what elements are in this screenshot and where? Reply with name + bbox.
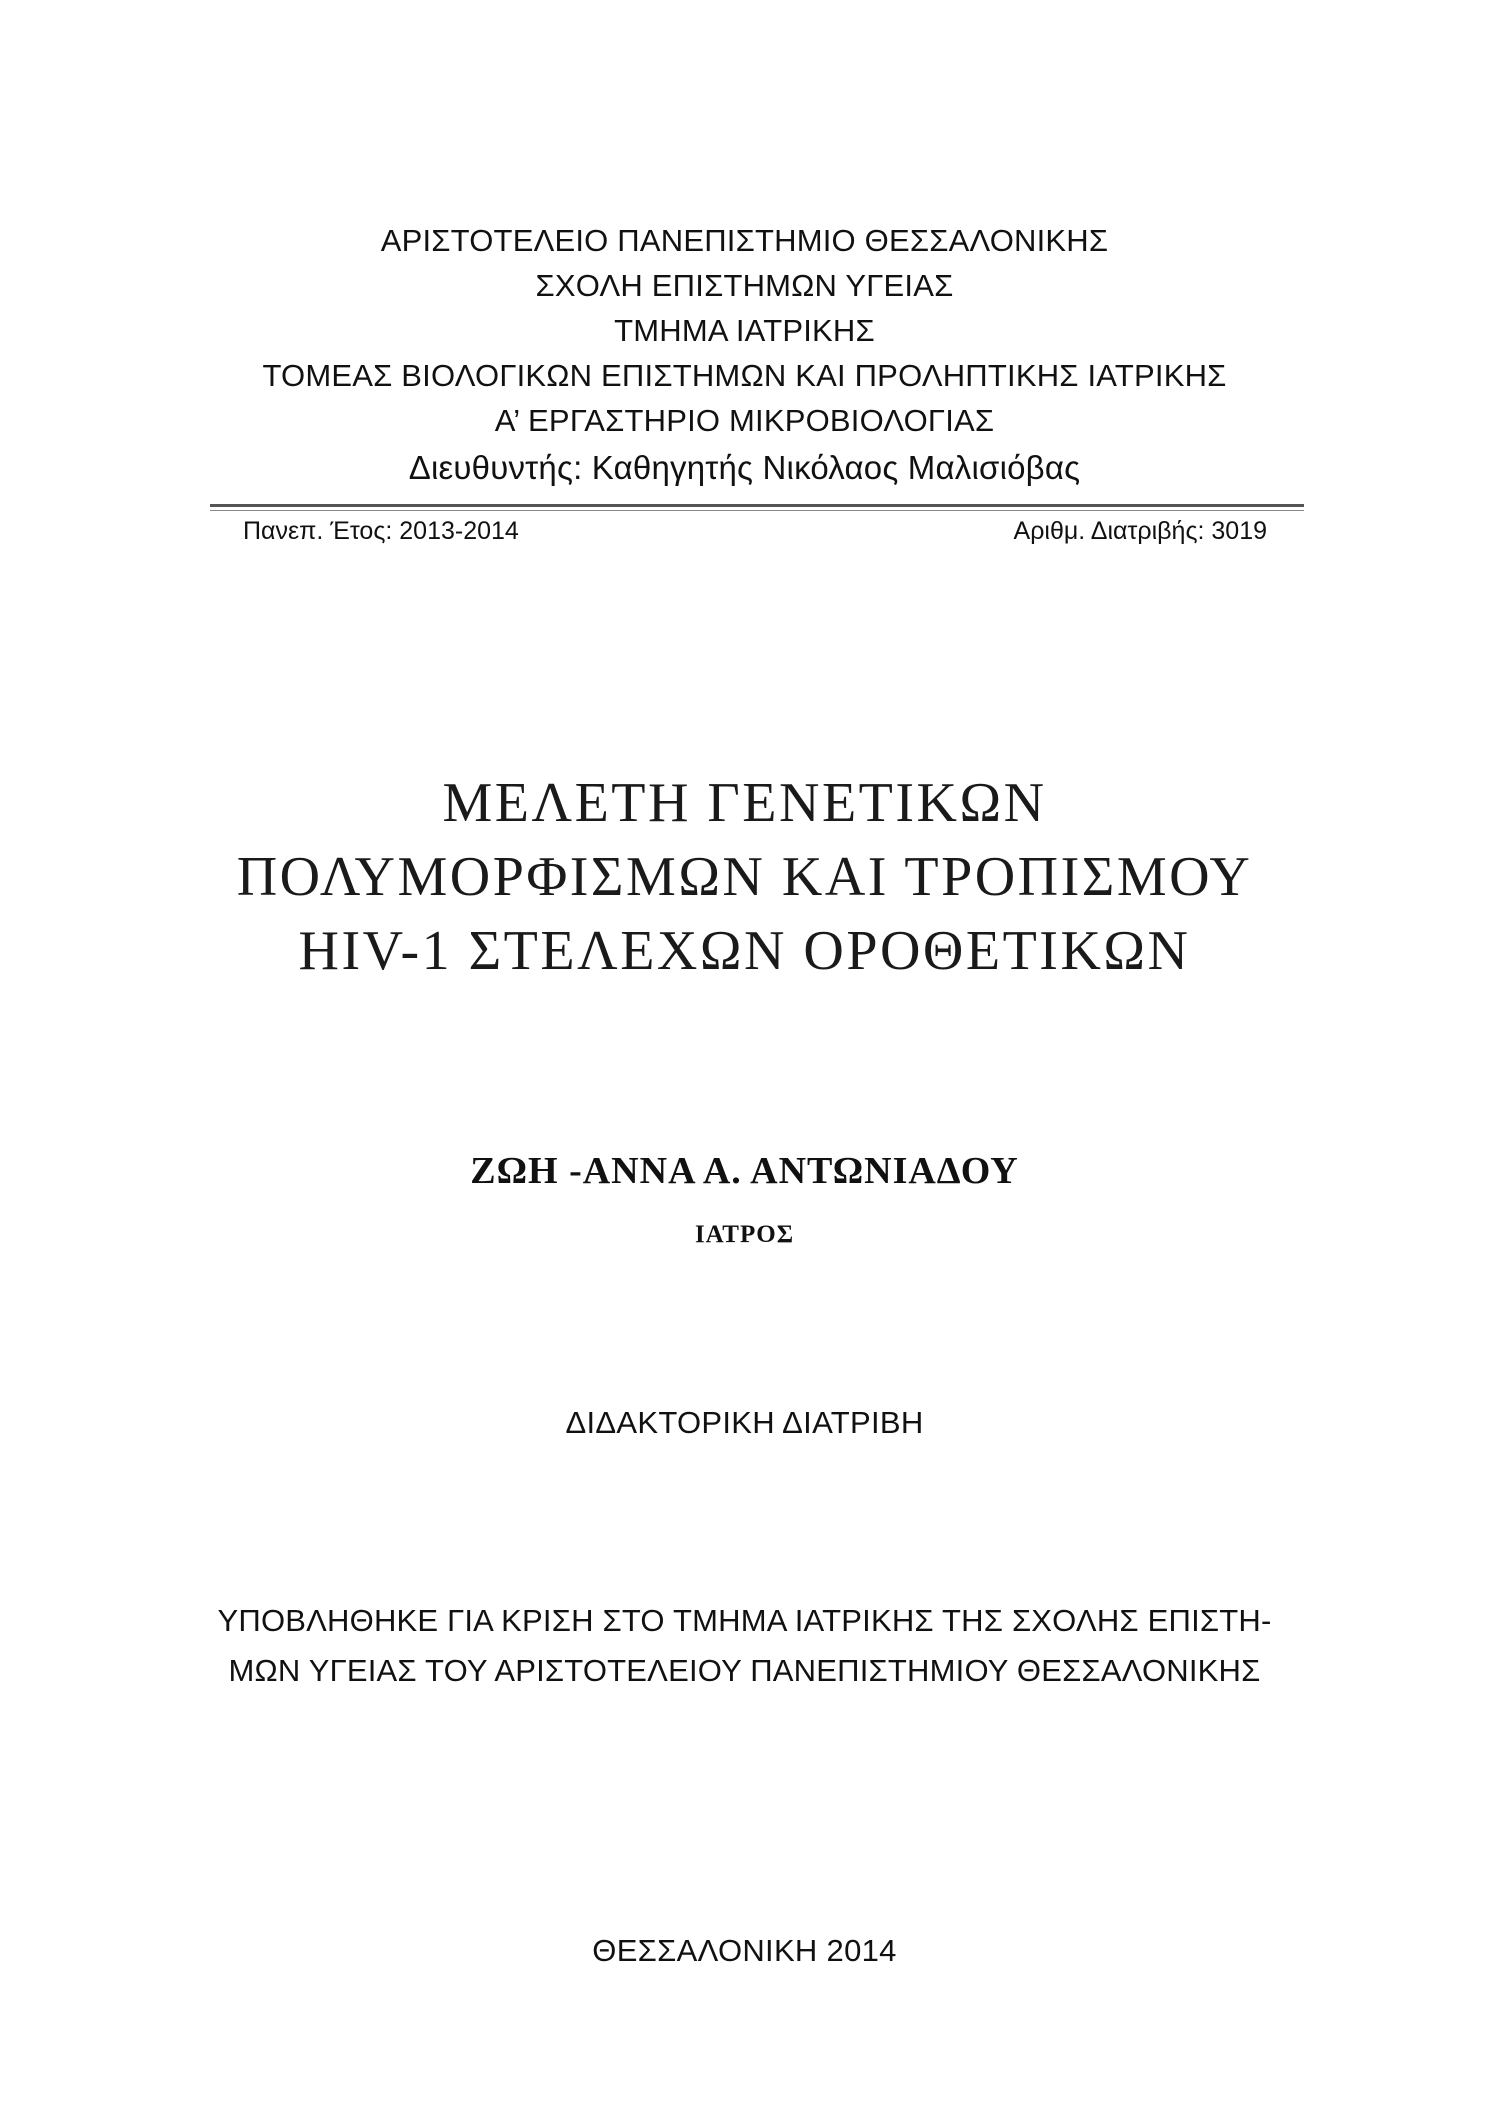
author-name: ΖΩΗ -ΑΝΝΑ Α. ΑΝΤΩΝΙΑΔΟΥ <box>470 1150 1019 1192</box>
department-name: ΤΜΗΜΑ ΙΑΤΡΙΚΗΣ <box>614 313 875 348</box>
sector-name: ΤΟΜΕΑΣ ΒΙΟΛΟΓΙΚΩΝ ΕΠΙΣΤΗΜΩΝ ΚΑΙ ΠΡΟΛΗΠΤΙΚΗΣ ΙΑΤΡΙΚΗΣ <box>262 358 1227 393</box>
thesis-title <box>0 766 1489 988</box>
header-divider-thin <box>210 510 1304 511</box>
thesis-title-line: ΜΕΛΕΤΗ ΓΕΝΕΤΙΚΩΝ <box>442 772 1047 834</box>
thesis-number: Αριθμ. Διατριβής: 3019 <box>1013 517 1267 545</box>
school-name: ΣΧΟΛΗ ΕΠΙΣΤΗΜΩΝ ΥΓΕΙΑΣ <box>535 268 954 303</box>
laboratory-name: Α’ ΕΡΓΑΣΤΗΡΙΟ ΜΙΚΡΟΒΙΟΛΟΓΙΑΣ <box>494 403 995 438</box>
submission-line: ΥΠΟΒΛΗΘΗΚΕ ΓΙΑ ΚΡΙΣΗ ΣΤΟ ΤΜΗΜΑ ΙΑΤΡΙΚΗΣ ΤΗΣ ΣΧΟΛΗΣ ΕΠΙΣΤΗ- <box>217 1603 1272 1638</box>
place-and-year: ΘΕΣΣΑΛΟΝΙΚΗ 2014 <box>592 1933 897 1968</box>
header-divider-thick <box>210 504 1304 507</box>
thesis-title-line: ΠΟΛΥΜΟΡΦΙΣΜΩΝ ΚΑΙ ΤΡΟΠΙΣΜΟΥ <box>236 846 1253 908</box>
submission-line: ΜΩΝ ΥΓΕΙΑΣ ΤΟΥ ΑΡΙΣΤΟΤΕΛΕΙΟΥ ΠΑΝΕΠΙΣΤΗΜΙΟΥ ΘΕΣΣΑΛΟΝΙΚΗΣ <box>228 1653 1261 1688</box>
institution-header <box>0 218 1489 493</box>
academic-year: Πανεπ. Έτος: 2013-2014 <box>243 517 519 545</box>
submission-statement <box>0 1596 1489 1696</box>
director-line: Διευθυντής: Καθηγητής Νικόλαος Μαλισιόβας <box>408 449 1081 486</box>
author-role: ΙΑΤΡΟΣ <box>694 1221 795 1248</box>
thesis-title-line: HIV-1 ΣΤΕΛΕΧΩΝ ΟΡΟΘΕΤΙΚΩΝ <box>298 920 1191 982</box>
university-name: ΑΡΙΣΤΟΤΕΛΕΙΟ ΠΑΝΕΠΙΣΤΗΜΙΟ ΘΕΣΣΑΛΟΝΙΚΗΣ <box>380 223 1109 258</box>
degree-type: ΔΙΔΑΚΤΟΡΙΚΗ ΔΙΑΤΡΙΒΗ <box>565 1405 924 1440</box>
